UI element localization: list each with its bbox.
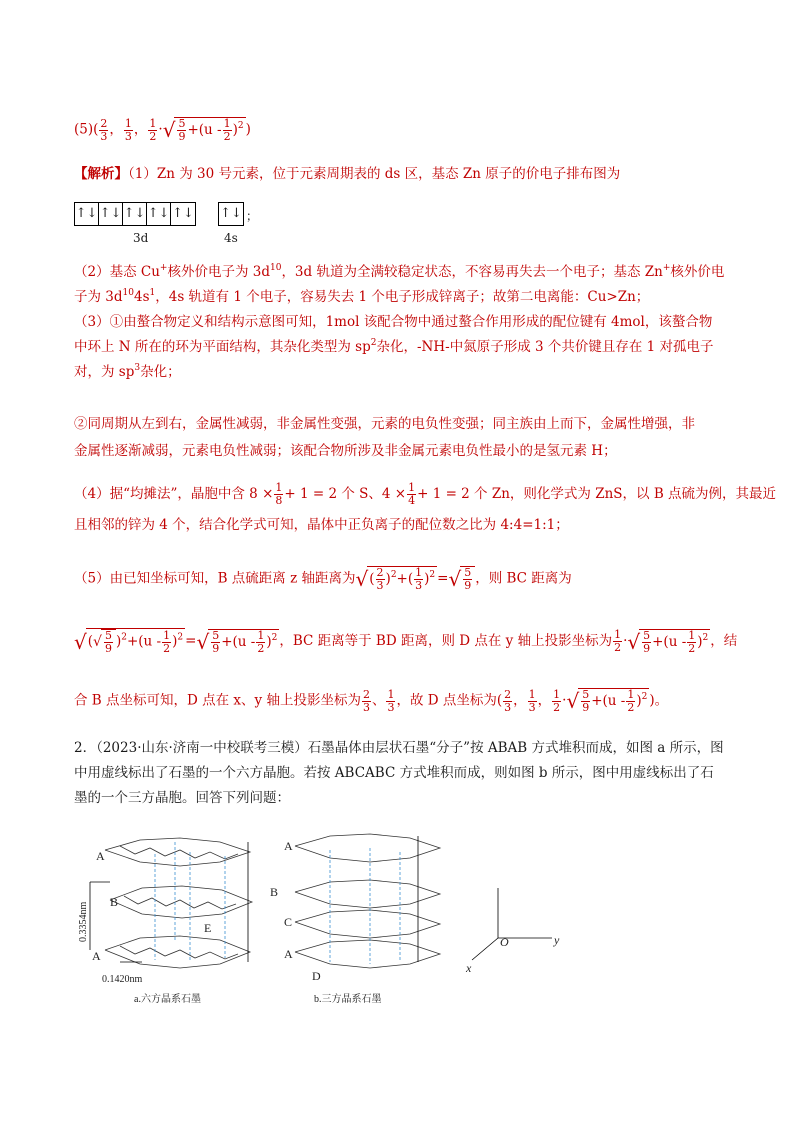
question-2-line-1: 2．（2023·山东·济南一中校联考三模）石墨晶体由层状石墨“分子”按 ABAB 方式堆积而成，如图 a 所示，图 (74, 740, 724, 756)
label-height: 0.3354nm (78, 901, 89, 942)
orbital-3d-label: 3d (133, 231, 149, 245)
label-A-top-a: A (96, 849, 105, 863)
answer-5: (5)( $\frac{2}{3}$ ， $\frac{1}{3}$ ， $\frac{1}{2}$ ·√ $\frac{5}{9}$ +(u - $\frac{1}{2}$ )$^2$ ) (74, 116, 251, 143)
label-A-bottom-b: A (284, 947, 293, 961)
caption-b: b.三方晶系石墨 (314, 994, 382, 1005)
fig-a-layer-top (105, 838, 250, 866)
label-B-b: B (270, 885, 279, 899)
fig-a-layer-mid (110, 886, 252, 918)
analysis-line-11: （5）由已知坐标可知，B 点硫距离 z 轴距离为√( $\frac{2}{3}$ )$^2$+( $\frac{1}{3}$ )$^2$ =√ $\frac{5}{9}$ ，则 BC 距离为 (74, 566, 572, 592)
analysis-line-2: （2）基态 Cu+核外价电子为 $3d^{10}$，3d 轨道为全满较稳定状态，不容易再失去一个电子；基态 Zn+核外价电 (74, 263, 725, 280)
analysis-line-10: 且相邻的锌为 4 个，结合化学式可知，晶体中正负离子的配位数之比为 4:4=1:1； (74, 517, 569, 533)
analysis-line-6: 对，为 $sp^3$杂化； (74, 363, 181, 380)
label-C-b: C (284, 915, 293, 929)
label-A-top-b: A (284, 839, 293, 853)
analysis-line-1 (74, 164, 620, 184)
analysis-line-8: 金属性逐渐减弱，元素电负性减弱；该配合物所涉及非金属元素电负性最小的是氢元素 H； (74, 443, 617, 459)
label-A-bottom-a: A (92, 949, 101, 963)
orbital-end: ； (246, 209, 259, 223)
analysis-tag: 【解析】 (74, 166, 128, 182)
frac-half: $\frac{1}{2}$ (149, 116, 157, 143)
analysis-line-4: （3）①由螯合物定义和结构示意图可知，1mol 该配合物中通过螯合作用形成的配位键有 4mol，该螯合物 (74, 314, 713, 330)
orbital-box: ↑↓ (172, 206, 194, 221)
answer-prefix: (5)( (74, 121, 99, 138)
label-B-a: B (110, 895, 119, 909)
frac-2-3: $\frac{2}{3}$ (100, 116, 108, 143)
orbital-box: ↑↓ (99, 203, 123, 225)
analysis-text-1: （1）Zn 为 30 号元素，位于元素周期表的 ds 区，基态 Zn 原子的价电子排布图为 (128, 166, 621, 182)
analysis-line-5: 中环上 N 所在的环为平面结构，其杂化类型为 $sp^2$杂化，-NH-中氮原子形成 3 个共价键且存在 1 对孤电子 (74, 338, 714, 355)
axis-x: x (466, 961, 472, 975)
analysis-line-9: （4）据“均摊法”，晶胞中含 8 × $\frac{1}{8}$ + 1 = 2 个 S、4 × $\frac{1}{4}$ + 1 = 2 个 Zn，则化学式为 ZnS，以 B 点硫为例，其最近 (74, 481, 777, 507)
graphite-figures (80, 822, 580, 1007)
label-D: D (312, 969, 321, 983)
caption-a: a.六方晶系石墨 (134, 994, 201, 1005)
analysis-line-12: √(√ $\frac{5}{9}$ )$^2$+(u - $\frac{1}{2}$ )$^2$ =√ $\frac{5}{9}$ +(u - $\frac{1}{2}$ )$^2$ ，BC 距离等于 BD 距离，则 D 点在 y 轴上投影坐标为 $\frac{1}{2}$ ·√ $\frac{5}{9}$ +(u - $\frac{1}{2}$ )$^2$ ，结 (74, 628, 738, 655)
axis-y: y (554, 933, 560, 947)
fig-a-layer-bot (105, 936, 250, 968)
orbital-box: ↑↓ (75, 203, 99, 225)
frac-1-3: $\frac{1}{3}$ (124, 116, 132, 143)
label-width: 0.1420nm (102, 974, 143, 985)
analysis-line-3: 子为 $3d^{10}4s^1$，4s 轨道有 1 个电子，容易失去 1 个电子形成锌离子；故第二电离能：Cu>Zn； (74, 288, 650, 305)
orbital-box: ↑↓ (123, 203, 147, 225)
question-2-line-2: 中用虚线标出了石墨的一个六方晶胞。若按 ABCABC 方式堆积而成，则如图 b 所示，图中用虚线标出了石 (74, 765, 714, 781)
orbital-4s (218, 202, 244, 226)
orbital-box: ↑↓ (220, 206, 242, 221)
orbital-box: ↑↓ (147, 203, 171, 225)
sqrt-expr: $\frac{5}{9}$ +(u - $\frac{1}{2}$ )$^2$ (174, 117, 245, 143)
orbital-4s-label: 4s (224, 231, 238, 245)
label-E: E (204, 921, 212, 935)
axis-origin: O (500, 935, 509, 949)
question-2-line-3: 墨的一个三方晶胞。回答下列问题： (74, 790, 290, 806)
analysis-line-7: ②同周期从左到右，金属性减弱，非金属性变强，元素的电负性变强；同主族由上而下，金属性增强，非 (74, 416, 695, 432)
orbital-3d (74, 202, 196, 226)
analysis-line-13: 合 B 点坐标可知，D 点在 x、y 轴上投影坐标为 $\frac{2}{3}$ 、 $\frac{1}{3}$ ，故 D 点坐标为( $\frac{2}{3}$ ， $\frac{1}{3}$ ， $\frac{1}{2}$ ·√ $\frac{5}{9}$ +(u - $\frac{1}{2}$ )$^2$ )。 (74, 687, 669, 714)
